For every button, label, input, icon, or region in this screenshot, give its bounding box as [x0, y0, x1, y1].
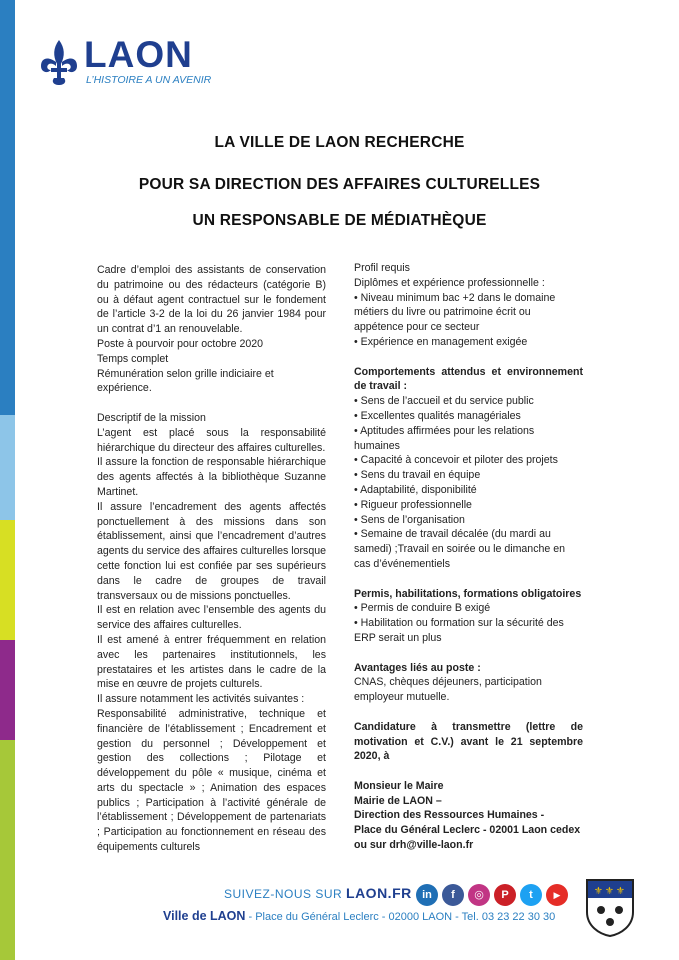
- linkedin-icon[interactable]: in: [416, 884, 438, 906]
- avantages-text: CNAS, chèques déjeuners, participation employeur mutuelle.: [354, 676, 542, 704]
- twitter-icon[interactable]: t: [520, 884, 542, 906]
- list-item: • Aptitudes affirmées pour les relations humaines: [354, 424, 535, 452]
- comp-title: Comportements attendus et environnement de travail :: [354, 365, 583, 393]
- list-item: • Adaptabilité, disponibilité: [354, 483, 477, 496]
- svg-text:⚜: ⚜: [594, 886, 603, 897]
- list-item: • Habilitation ou formation sur la sécurité des ERP serait un plus: [354, 617, 564, 644]
- heading-line-1: LA VILLE DE LAON RECHERCHE: [214, 134, 465, 151]
- footer-city: Ville de LAON: [163, 909, 246, 923]
- candidature-text: Candidature à transmettre (lettre de motivation et C.V.) avant le 21 septembre 2020, à: [354, 720, 583, 763]
- mission-paragraph-3: Il assure l’encadrement des agents affectés ponctuellement à des missions dans son établissement, ainsi que l’encadrement d’autres agents du service des affaires culturelles lorsque cette fonction lui est confiée par ses supérieurs dans le cadre de groupes de travail transversaux ou de missions ponctuelles.: [97, 500, 326, 602]
- list-item: • Permis de conduire B exigé: [354, 602, 491, 615]
- sidebar-band-yellow: [0, 520, 15, 640]
- pinterest-icon[interactable]: P: [494, 884, 516, 906]
- list-item: • Sens du travail en équipe: [354, 469, 481, 482]
- list-item: • Expérience en management exigée: [354, 335, 528, 348]
- logo-title: LAON: [84, 34, 193, 75]
- follow-us: [224, 885, 412, 901]
- list-item: • Excellentes qualités managériales: [354, 409, 521, 422]
- youtube-icon[interactable]: ▶: [546, 884, 568, 906]
- follow-prefix: SUIVEZ-NOUS SUR: [224, 887, 347, 901]
- profil-title: Profil requis: [354, 262, 410, 274]
- coat-of-arms-icon: [585, 878, 635, 938]
- svg-text:⚜: ⚜: [605, 886, 614, 897]
- poste-line: Poste à pourvoir pour octobre 2020: [97, 337, 264, 350]
- remuneration-line: Rémunération selon grille indiciaire et expérience.: [97, 367, 274, 395]
- mission-paragraph-2: Il assure la fonction de responsable hiérarchique des agents affectés à la bibliothèque Suzanne Martinet.: [97, 456, 326, 498]
- logo-tagline: L’HISTOIRE A UN AVENIR: [86, 74, 212, 86]
- address-line: Place du Général Leclerc - 02001 Laon cedex: [354, 824, 581, 837]
- permis-title: Permis, habilitations, formations obligatoires: [354, 587, 582, 600]
- mission-paragraph-5: Il est amené à entrer fréquemment en relation avec les partenaires institutionnels, les prestataires et les artistes dans le cadre de la mise en œuvre de projets culturels.: [97, 633, 326, 691]
- right-column: [354, 261, 583, 853]
- mission-paragraph-7: Responsabilité administrative, technique et financière de l’établissement ; Encadrement et gestion du personnel ; Développement et gestion des collections ; Pilotage et développement du pôle « musique, cinéma et arts du spectacle » ; Animation des espaces publics ; Participation à l’activité générale de l’établissement ; Développement de partenariats ; Participation au fonctionnement en réseau des équipements culturels: [97, 707, 326, 854]
- sidebar-band-purple: [0, 640, 15, 740]
- address-line: Mairie de LAON –: [354, 794, 442, 807]
- intro-paragraph: Cadre d’emploi des assistants de conservation du patrimoine ou des rédacteurs (catégorie B) ou à défaut agent contractuel sur le fondement de l’article 3-2 de la loi du 26 janvier 1984 pour un contrat d’1 an renouvelable.: [97, 264, 326, 336]
- laon-logo: [38, 36, 238, 92]
- avantages-title: Avantages liés au poste :: [354, 661, 481, 674]
- sidebar-band-lightblue: [0, 415, 15, 520]
- footer-address: [163, 909, 555, 923]
- website-link[interactable]: LAON.FR: [346, 885, 412, 901]
- mission-title: Descriptif de la mission: [97, 411, 206, 424]
- profil-subtitle: Diplômes et expérience professionnelle :: [354, 276, 545, 289]
- address-line: Monsieur le Maire: [354, 779, 444, 792]
- mission-paragraph-6: Il assure notamment les activités suivantes :: [97, 693, 305, 706]
- temps-line: Temps complet: [97, 352, 169, 365]
- mission-paragraph-4: Il est en relation avec l’ensemble des agents du service des affaires culturelles.: [97, 604, 326, 632]
- list-item: • Sens de l’accueil et du service public: [354, 395, 534, 408]
- sidebar-band-green: [0, 740, 15, 960]
- address-line: Direction des Ressources Humaines -: [354, 809, 545, 822]
- mission-paragraph-1: L’agent est placé sous la responsabilité hiérarchique du directeur des affaires culturelles.: [97, 426, 326, 454]
- fleur-de-lis-icon: [38, 38, 80, 86]
- svg-text:⚜: ⚜: [616, 886, 625, 897]
- instagram-icon[interactable]: ◎: [468, 884, 490, 906]
- heading-line-3: UN RESPONSABLE DE MÉDIATHÈQUE: [192, 212, 487, 229]
- sidebar-band-blue: [0, 0, 15, 415]
- list-item: • Semaine de travail décalée (du mardi au samedi) ;Travail en soirée ou le dimanche en cas d’événementiels: [354, 528, 566, 570]
- contact-email[interactable]: ou sur drh@ville-laon.fr: [354, 839, 474, 852]
- list-item: • Niveau minimum bac +2 dans le domaine métiers du livre ou patrimoine écrit ou appétence pour ce secteur: [354, 291, 556, 334]
- heading-line-2: POUR SA DIRECTION DES AFFAIRES CULTURELLES: [138, 176, 541, 193]
- list-item: • Sens de l’organisation: [354, 513, 465, 526]
- list-item: • Rigueur professionnelle: [354, 498, 472, 511]
- left-column: [97, 263, 326, 855]
- footer-address-text: - Place du Général Leclerc - 02000 LAON - Tel. 03 23 22 30 30: [245, 911, 556, 923]
- facebook-icon[interactable]: f: [442, 884, 464, 906]
- list-item: • Capacité à concevoir et piloter des projets: [354, 454, 558, 467]
